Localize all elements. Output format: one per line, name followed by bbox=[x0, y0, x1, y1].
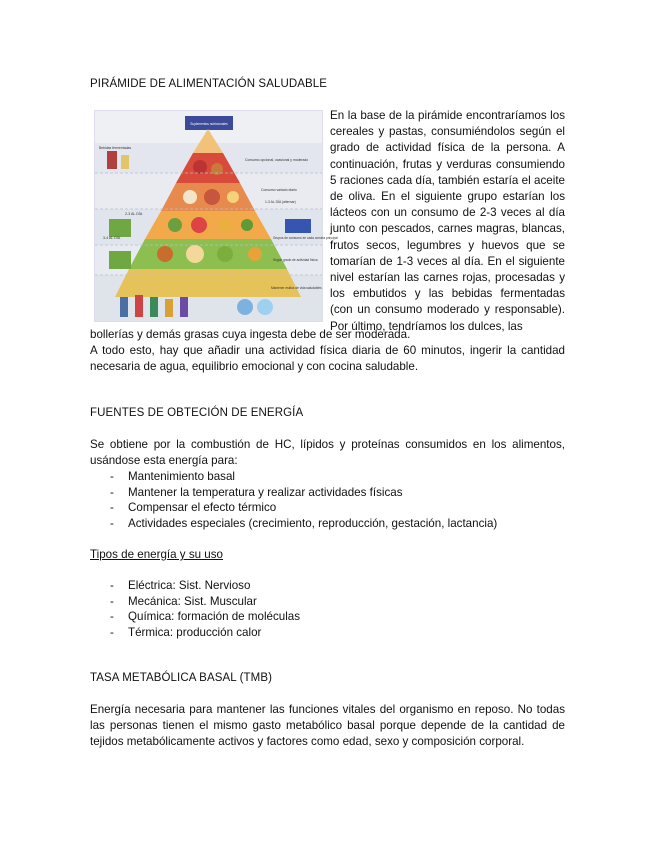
pyramid-heading: PIRÁMIDE DE ALIMENTACIÓN SALUDABLE bbox=[90, 78, 328, 90]
pyramid-paragraph-continued: bollerías y demás grasas cuya ingesta debe de ser moderada. bbox=[90, 328, 411, 341]
tmb-paragraph: Energía necesaria para mantener las funciones vitales del organismo en reposo. No todas las personas tienen el mismo gasto metabólico basal porque depende de la cantidad de tejidos metabólicamente activos y factores como edad, sexo y composición corporal. bbox=[90, 703, 565, 749]
fig-label-right-mid2: 1-3 AL DÍA (alternar) bbox=[265, 200, 296, 204]
energy-intro: Se obtiene por la combustión de HC, lípidos y proteínas consumidos en los alimentos, usándose esta energía para: bbox=[90, 438, 565, 468]
list-item: - Química: formación de moléculas bbox=[110, 610, 301, 624]
energy-types-heading: Tipos de energía y su uso bbox=[90, 548, 223, 561]
pyramid-paragraph: En la base de la pirámide encontraríamos los cereales y pastas, consumiéndolos según el grado de actividad física de la persona. A continuación, frutas y verduras consumiendo 5 raciones cada día, también estaría el aceite de oliva. En el siguiente grupo estarían los lácteos con un consumo de 2-3 veces al día junto con pescados, carnes magras, blancas, frutos secos, legumbres y huevos que se tomarían de 1-3 veces al día. En el siguiente nivel estarían las carnes rojas, procesadas y los embutidos y las bebidas fermentadas (con un consumo moderado y responsable). Por último, tendríamos los dulces, las bbox=[330, 109, 565, 333]
food-pyramid-figure bbox=[94, 110, 338, 322]
energy-uses-list bbox=[90, 469, 497, 531]
list-item: - Actividades especiales (crecimiento, reproducción, gestación, lactancia) bbox=[110, 516, 498, 530]
fig-label-right-top: Consumo opcional, ocasional y moderado bbox=[245, 158, 309, 162]
fig-label-top-banner: Suplementos nutricionales bbox=[190, 122, 228, 126]
energy-types-list bbox=[90, 578, 300, 640]
fig-label-right-base: Según grado de actividad física bbox=[273, 258, 318, 262]
list-item: - Eléctrica: Sist. Nervioso bbox=[110, 579, 251, 592]
pyramid-paragraph-2: A todo esto, hay que añadir una actividad física diaria de 60 minutos, ingerir la cantidad necesaria de agua, equilibrio emocional y con cocina saludable. bbox=[90, 344, 565, 374]
energy-heading: FUENTES DE OBTECIÓN DE ENERGÍA bbox=[90, 407, 304, 419]
food-pyramid-illustration bbox=[95, 111, 338, 321]
list-item: - Mantener la temperatura y realizar actividades físicas bbox=[110, 485, 403, 499]
tmb-heading: TASA METABÓLICA BASAL (TMB) bbox=[90, 672, 273, 684]
fig-label-right-mid: Consumo variado diario bbox=[261, 188, 297, 192]
list-item: - Mantenimiento basal bbox=[110, 470, 235, 483]
list-item: - Compensar el efecto térmico bbox=[110, 501, 277, 515]
fig-label-left-low: 3-4 AL DÍA bbox=[103, 236, 121, 240]
fig-label-left-mid: 2-3 AL DÍA bbox=[125, 212, 143, 216]
fig-label-left-top: Bebidas fermentadas bbox=[99, 146, 132, 150]
list-item: - Térmica: producción calor bbox=[110, 625, 262, 639]
fig-label-bottom-right: Mantener estilos de vida saludables bbox=[271, 286, 322, 290]
list-item: - Mecánica: Sist. Muscular bbox=[110, 594, 257, 608]
fig-label-right-low: Grupos de consumo en cada comida principal bbox=[273, 236, 338, 240]
